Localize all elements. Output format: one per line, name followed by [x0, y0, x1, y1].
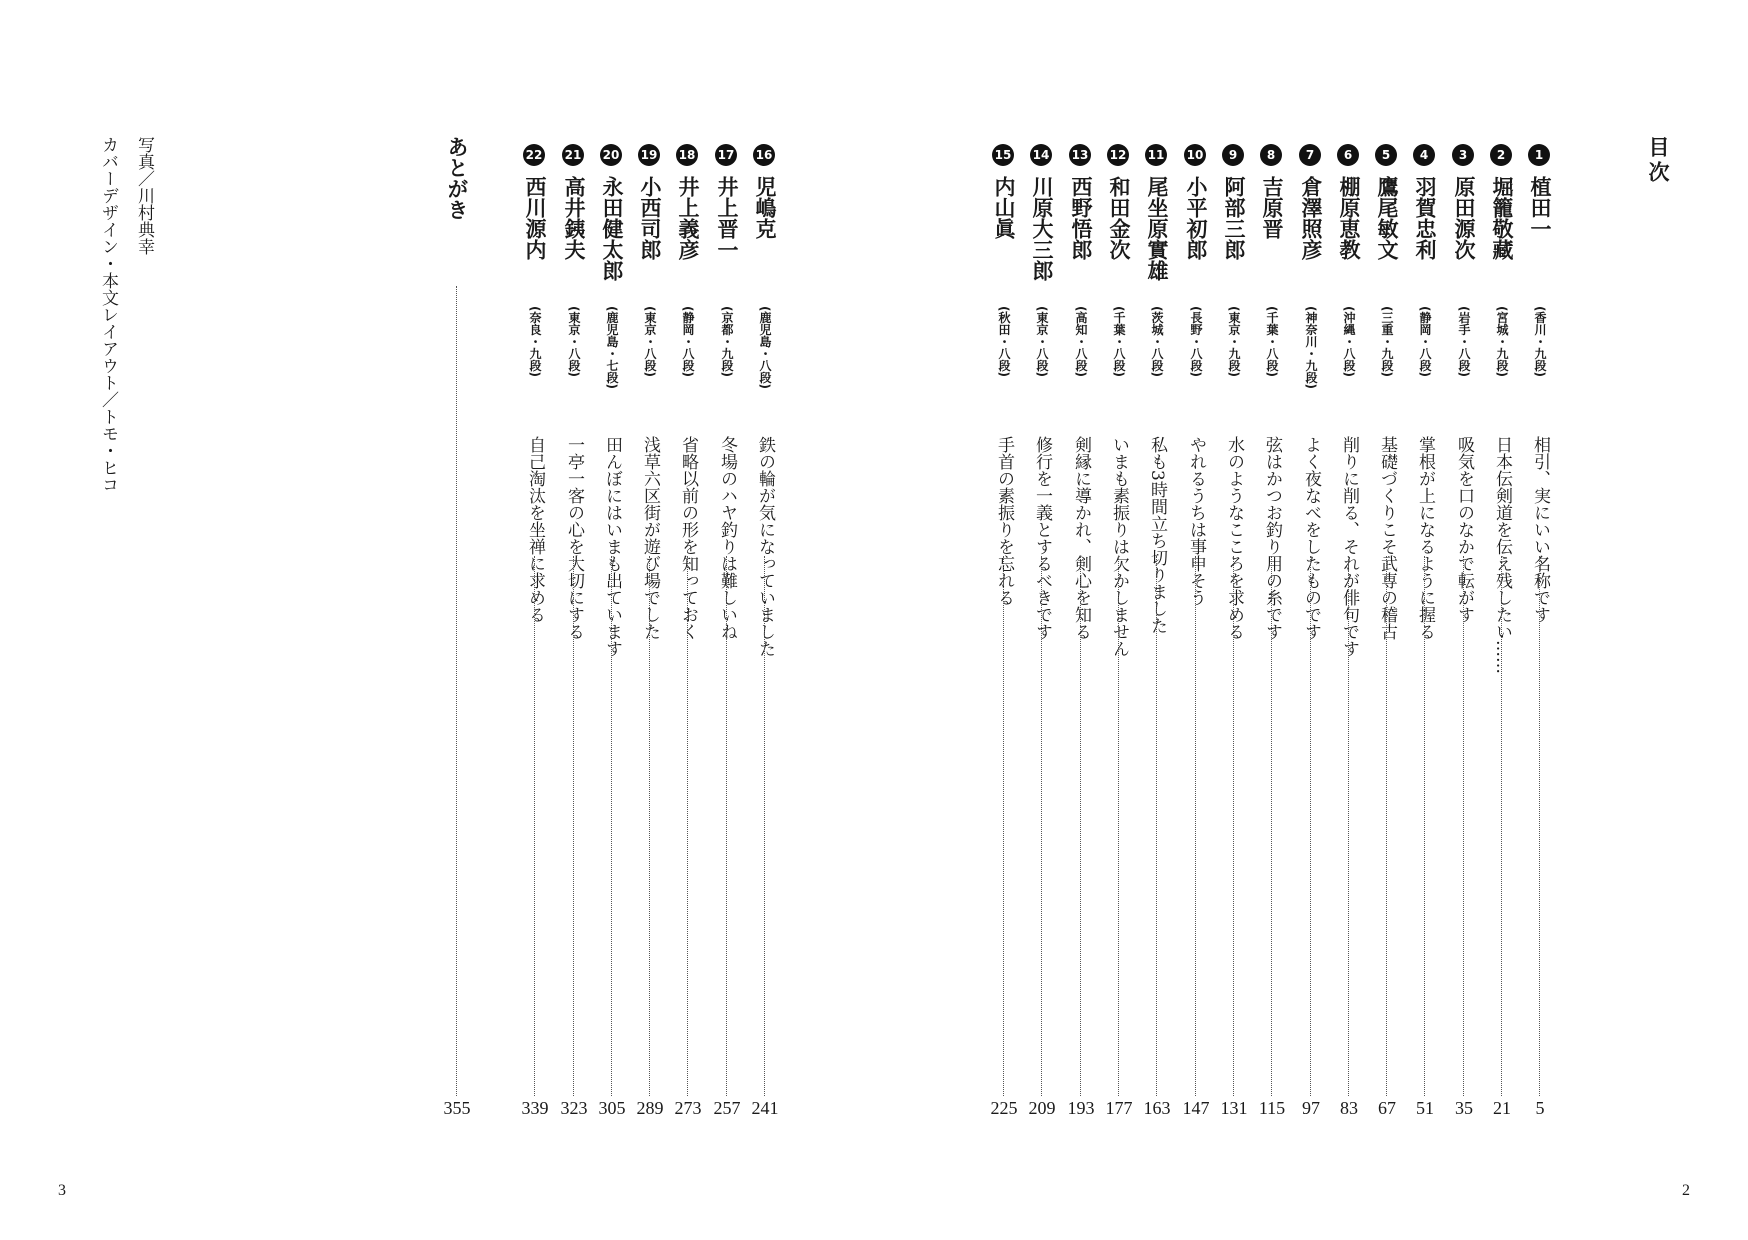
author-name: 井上義彦 — [676, 176, 701, 260]
prefecture-rank: (静岡・八段) — [1418, 306, 1432, 377]
toc-entry — [1142, 136, 1172, 1126]
page-number: 209 — [1028, 1098, 1056, 1118]
author-name: 倉澤照彦 — [1299, 176, 1324, 260]
dot-leader — [573, 556, 574, 1096]
dot-leader — [726, 556, 727, 1096]
page-number: 35 — [1455, 1098, 1473, 1118]
toc-entry — [635, 136, 665, 1126]
chapter-title: 掌根が上になるように握る — [1415, 436, 1435, 640]
chapter-title: 日本伝剣道を伝え残したい…… — [1492, 436, 1512, 674]
page-number: 355 — [443, 1098, 471, 1118]
chapter-title: 一亭一客の心を大切にする — [564, 436, 584, 640]
entry-number-badge: 5 — [1375, 144, 1397, 166]
entry-number-badge: 17 — [715, 144, 737, 166]
page-number: 131 — [1220, 1098, 1248, 1118]
toc-entry — [1181, 136, 1211, 1126]
entry-number-badge: 10 — [1184, 144, 1206, 166]
prefecture-rank: (長野・八段) — [1189, 306, 1203, 377]
author-name: 小平初郎 — [1184, 176, 1209, 260]
entry-number-badge: 3 — [1452, 144, 1474, 166]
prefecture-rank: (高知・八段) — [1074, 306, 1088, 377]
page-number: 83 — [1340, 1098, 1358, 1118]
dot-leader — [1041, 556, 1042, 1096]
prefecture-rank: (三重・九段) — [1380, 306, 1394, 377]
toc-entry — [1296, 136, 1326, 1126]
chapter-title: 冬場のハヤ釣りは難しいね — [717, 436, 737, 640]
dot-leader — [1424, 556, 1425, 1096]
page-number: 97 — [1302, 1098, 1320, 1118]
page-number: 115 — [1258, 1098, 1286, 1118]
dot-leader — [1463, 556, 1464, 1096]
prefecture-rank: (茨城・八段) — [1150, 306, 1164, 377]
dot-leader — [1310, 556, 1311, 1096]
entry-number-badge: 8 — [1260, 144, 1282, 166]
author-name: 吉原晋 — [1260, 176, 1285, 239]
prefecture-rank: (宮城・九段) — [1495, 306, 1509, 377]
author-name: 羽賀忠利 — [1413, 176, 1438, 260]
author-name: 堀籠敬藏 — [1490, 176, 1515, 260]
chapter-title: 吸気を口のなかで転がす — [1454, 436, 1474, 623]
toc-entry — [1219, 136, 1249, 1126]
dot-leader — [1118, 556, 1119, 1096]
author-name: 川原大三郎 — [1030, 176, 1055, 281]
toc-entry — [1487, 136, 1517, 1126]
dot-leader — [1233, 556, 1234, 1096]
entry-number-badge: 19 — [638, 144, 660, 166]
chapter-title: 削りに削る、それが俳句です — [1339, 436, 1359, 657]
dot-leader — [1003, 556, 1004, 1096]
dot-leader — [1539, 556, 1540, 1096]
toc-entry — [1066, 136, 1096, 1126]
prefecture-rank: (鹿児島・七段) — [605, 306, 619, 389]
entry-number-badge: 22 — [523, 144, 545, 166]
author-name: 植田一 — [1528, 176, 1553, 239]
page-number: 163 — [1143, 1098, 1171, 1118]
toc-entry — [712, 136, 742, 1126]
chapter-title: 省略以前の形を知っておく — [678, 436, 698, 640]
chapter-title: 修行を一義とするべきです — [1032, 436, 1052, 640]
prefecture-rank: (東京・九段) — [1227, 306, 1241, 377]
prefecture-rank: (奈良・九段) — [528, 306, 542, 377]
entry-number-badge: 14 — [1030, 144, 1052, 166]
author-name: 原田源次 — [1452, 176, 1477, 260]
page-number: 289 — [636, 1098, 664, 1118]
author-name: 永田健太郎 — [600, 176, 625, 281]
author-name: 児嶋克 — [753, 176, 778, 239]
dot-leader — [1195, 556, 1196, 1096]
toc-entry — [673, 136, 703, 1126]
page-number: 51 — [1416, 1098, 1434, 1118]
dot-leader — [649, 556, 650, 1096]
author-name: 棚原恵教 — [1337, 176, 1362, 260]
author-name: 和田金次 — [1107, 176, 1132, 260]
dot-leader — [1348, 556, 1349, 1096]
toc-entry — [1334, 136, 1364, 1126]
author-name: 阿部三郎 — [1222, 176, 1247, 260]
entry-number-badge: 16 — [753, 144, 775, 166]
entry-number-badge: 21 — [562, 144, 584, 166]
toc-entry — [1449, 136, 1479, 1126]
dot-leader — [1386, 556, 1387, 1096]
page-number: 241 — [751, 1098, 779, 1118]
chapter-title: いまも素振りは欠かしません — [1109, 436, 1129, 657]
entry-number-badge: 20 — [600, 144, 622, 166]
entry-number-badge: 6 — [1337, 144, 1359, 166]
chapter-title: 田んぼにはいまも出ています — [602, 436, 622, 657]
dot-leader — [611, 556, 612, 1096]
prefecture-rank: (岩手・八段) — [1457, 306, 1471, 377]
dot-leader — [456, 286, 457, 1096]
prefecture-rank: (京都・九段) — [720, 306, 734, 377]
chapter-title: やれるうちは事申そう — [1186, 436, 1206, 606]
chapter-title: 剣縁に導かれ、剣心を知る — [1071, 436, 1091, 640]
entry-number-badge: 13 — [1069, 144, 1091, 166]
folio-left: 3 — [58, 1182, 66, 1199]
entry-number-badge: 1 — [1528, 144, 1550, 166]
chapter-title: よく夜なべをしたものです — [1301, 436, 1321, 640]
prefecture-rank: (千葉・八段) — [1265, 306, 1279, 377]
chapter-title: 私も3時間立ち切りました — [1147, 436, 1167, 634]
author-name: 井上晋一 — [715, 176, 740, 260]
toc-entry — [1257, 136, 1287, 1126]
prefecture-rank: (千葉・八段) — [1112, 306, 1126, 377]
prefecture-rank: (静岡・八段) — [681, 306, 695, 377]
page-number: 305 — [598, 1098, 626, 1118]
chapter-title: 鉄の輪が気になっていました — [755, 436, 775, 657]
page-number: 193 — [1067, 1098, 1095, 1118]
prefecture-rank: (神奈川・九段) — [1304, 306, 1318, 389]
entry-number-badge: 2 — [1490, 144, 1512, 166]
toc-entry — [750, 136, 780, 1126]
page-number: 21 — [1493, 1098, 1511, 1118]
chapter-title: 浅草六区街が遊び場でした — [640, 436, 660, 640]
page-number: 273 — [674, 1098, 702, 1118]
prefecture-rank: (東京・八段) — [567, 306, 581, 377]
author-name: 小西司郎 — [638, 176, 663, 260]
prefecture-rank: (沖縄・八段) — [1342, 306, 1356, 377]
toc-entry — [520, 136, 550, 1126]
prefecture-rank: (香川・九段) — [1533, 306, 1547, 377]
toc-entry — [1525, 136, 1555, 1126]
page-number: 177 — [1105, 1098, 1133, 1118]
dot-leader — [687, 556, 688, 1096]
prefecture-rank: (東京・八段) — [643, 306, 657, 377]
author-name: 鷹尾敏文 — [1375, 176, 1400, 260]
author-name: 西野悟郎 — [1069, 176, 1094, 260]
entry-number-badge: 18 — [676, 144, 698, 166]
credit-photo: 写真／川村典幸 — [134, 136, 154, 255]
entry-number-badge: 15 — [992, 144, 1014, 166]
chapter-title: 相引、実にいい名称です — [1530, 436, 1550, 623]
toc-entry — [1372, 136, 1402, 1126]
entry-number-badge: 4 — [1413, 144, 1435, 166]
toc-entry — [1410, 136, 1440, 1126]
chapter-title: 水のようなこころを求める — [1224, 436, 1244, 640]
dot-leader — [1080, 556, 1081, 1096]
dot-leader — [1271, 556, 1272, 1096]
dot-leader — [1501, 556, 1502, 1096]
dot-leader — [764, 556, 765, 1096]
page-number: 147 — [1182, 1098, 1210, 1118]
toc-title: 目次 — [1646, 136, 1671, 186]
entry-number-badge: 12 — [1107, 144, 1129, 166]
toc-entry — [1104, 136, 1134, 1126]
author-name: 内山眞 — [992, 176, 1017, 239]
entry-number-badge: 9 — [1222, 144, 1244, 166]
page-number: 67 — [1378, 1098, 1396, 1118]
dot-leader — [534, 556, 535, 1096]
author-name: 高井銕夫 — [562, 176, 587, 260]
page-number: 257 — [713, 1098, 741, 1118]
toc-entry — [597, 136, 627, 1126]
author-name: 西川源内 — [523, 176, 548, 260]
toc-entry — [559, 136, 589, 1126]
chapter-title: 基礎づくりこそ武専の稽古 — [1377, 436, 1397, 640]
entry-number-badge: 11 — [1145, 144, 1167, 166]
author-name: 尾坐原實雄 — [1145, 176, 1170, 281]
chapter-title: 手首の素振りを忘れる — [994, 436, 1014, 606]
chapter-title: 弦はかつお釣り用の糸です — [1262, 436, 1282, 640]
page-number: 323 — [560, 1098, 588, 1118]
page-number: 339 — [521, 1098, 549, 1118]
toc-entry — [1027, 136, 1057, 1126]
chapter-title: 自己淘汰を坐禅に求める — [525, 436, 545, 623]
page-number: 225 — [990, 1098, 1018, 1118]
folio-right: 2 — [1682, 1182, 1690, 1199]
prefecture-rank: (秋田・八段) — [997, 306, 1011, 377]
credit-design: カバーデザイン・本文レイアウト／トモ・ヒコ — [98, 136, 118, 493]
toc-entry-afterword — [442, 136, 472, 1126]
afterword-label: あとがき — [445, 136, 470, 220]
page-number: 5 — [1535, 1098, 1545, 1118]
dot-leader — [1156, 556, 1157, 1096]
entry-number-badge: 7 — [1299, 144, 1321, 166]
prefecture-rank: (鹿児島・八段) — [758, 306, 772, 389]
prefecture-rank: (東京・八段) — [1035, 306, 1049, 377]
toc-entry — [989, 136, 1019, 1126]
